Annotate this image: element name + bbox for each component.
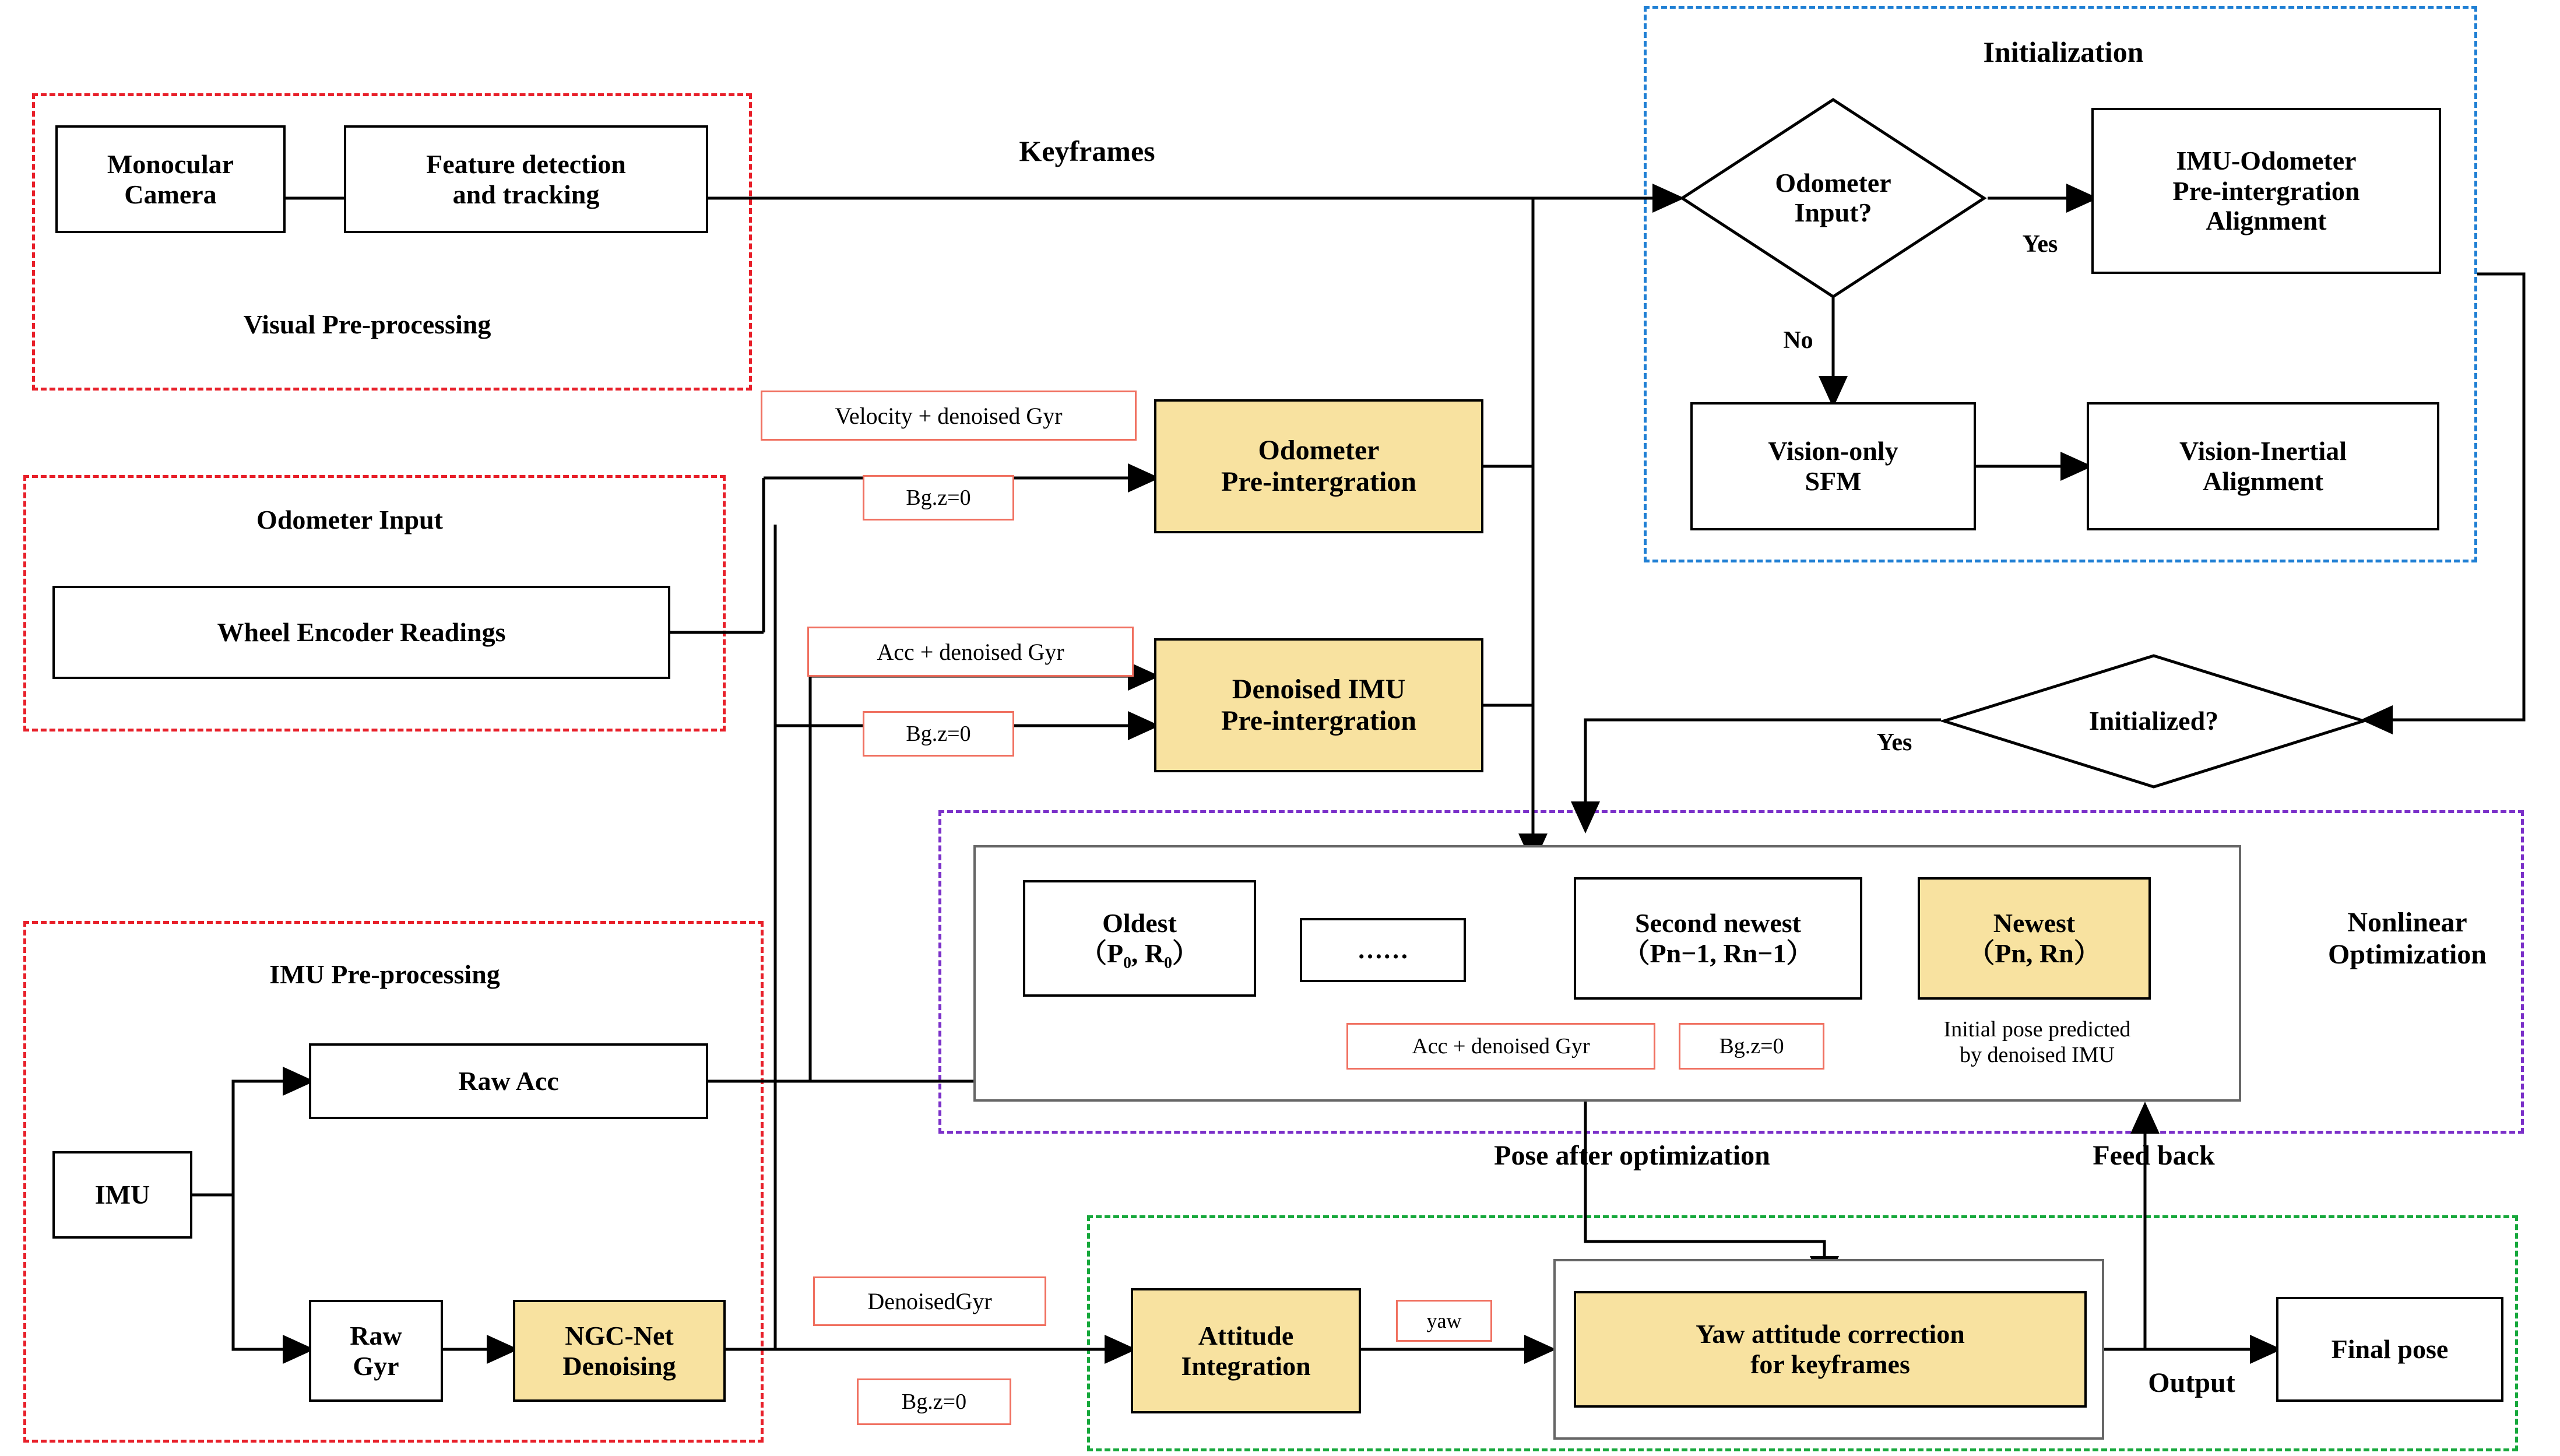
block-wheel-encoder-readings[interactable] <box>52 586 670 679</box>
block-raw-gyr[interactable] <box>309 1300 443 1402</box>
vision-inertial-line2: Alignment <box>2202 466 2323 496</box>
attitude-integration-line2: Integration <box>1181 1351 1311 1381</box>
block-imu-odometer-alignment[interactable] <box>2091 108 2441 274</box>
initialized-q-line1: Initialized? <box>2088 706 2219 736</box>
edge-label-yes-initialized: Yes <box>1876 729 1912 756</box>
vision-inertial-line1: Vision-Inertial <box>2179 436 2347 466</box>
imu-line1: IMU <box>94 1180 150 1210</box>
edge-label-feed-back: Feed back <box>2093 1140 2215 1171</box>
note-initial-pose <box>1874 1017 2200 1068</box>
block-ellipsis <box>1300 918 1466 982</box>
edge-label-pose-after-optimization: Pose after optimization <box>1494 1140 1770 1171</box>
block-oldest-pose[interactable] <box>1023 880 1256 997</box>
newest-line1: Newest <box>1993 908 2076 938</box>
ngc-net-line1: NGC-Net <box>565 1320 674 1351</box>
group-label-imu-preprocessing: IMU Pre-processing <box>269 959 500 989</box>
denoised-imu-line2: Pre-intergration <box>1221 705 1416 736</box>
block-raw-acc[interactable] <box>309 1043 708 1119</box>
edge-label-yes-odometer: Yes <box>2022 231 2058 258</box>
tag-bgz0-d: Bg.z=0 <box>857 1378 1011 1425</box>
oldest-line1: Oldest <box>1102 908 1177 938</box>
tag-acc-denoised-gyr-window: Acc + denoised Gyr <box>1346 1023 1655 1070</box>
odometer-preint-line2: Pre-intergration <box>1221 466 1416 497</box>
second-newest-line1: Second newest <box>1635 908 1801 938</box>
group-label-initialization: Initialization <box>1983 36 2144 68</box>
odometer-preint-line1: Odometer <box>1258 435 1380 466</box>
block-denoised-imu-preintegration[interactable] <box>1154 638 1483 772</box>
wheel-encoder-line1: Wheel Encoder Readings <box>217 617 506 648</box>
imu-odo-align-line2: Pre-intergration <box>2172 175 2360 206</box>
oldest-line2: （P₀, R₀） <box>1080 938 1199 968</box>
block-monocular-camera[interactable] <box>55 125 286 233</box>
block-vision-inertial-alignment[interactable] <box>2087 402 2439 530</box>
block-yaw-attitude-correction[interactable] <box>1574 1291 2087 1408</box>
edge-label-keyframes: Keyframes <box>1019 135 1155 167</box>
tag-yaw: yaw <box>1396 1300 1492 1342</box>
ngc-net-line2: Denoising <box>562 1351 676 1381</box>
group-label-nonlinear-optimization <box>2297 906 2518 970</box>
yaw-correction-line1: Yaw attitude correction <box>1696 1319 1965 1349</box>
block-attitude-integration[interactable] <box>1131 1288 1361 1413</box>
vision-sfm-line1: Vision-only <box>1768 436 1898 466</box>
block-newest-pose[interactable] <box>1918 877 2151 1000</box>
group-label-odometer-input: Odometer Input <box>256 505 443 534</box>
block-vision-only-sfm[interactable] <box>1690 402 1976 530</box>
block-ngc-net-denoising[interactable] <box>513 1300 726 1402</box>
newest-line2: （Pn, Rn） <box>1968 938 2101 968</box>
decision-initialized-label <box>1941 653 2366 790</box>
ellipsis-line1: …… <box>1357 936 1409 965</box>
denoised-imu-line1: Denoised IMU <box>1232 674 1406 705</box>
tag-acc-denoised-gyr: Acc + denoised Gyr <box>807 627 1134 677</box>
initial-pose-line2: by denoised IMU <box>1960 1042 2115 1067</box>
block-second-newest-pose[interactable] <box>1574 877 1862 1000</box>
monocular-camera-line2: Camera <box>124 179 217 209</box>
group-label-nl-line1: Nonlinear <box>2347 907 2467 938</box>
tag-bgz0-b: Bg.z=0 <box>863 711 1014 757</box>
decision-odometer-input-label <box>1679 96 1988 300</box>
imu-odo-align-line3: Alignment <box>2206 206 2327 236</box>
yaw-correction-line2: for keyframes <box>1750 1349 1910 1379</box>
block-feature-detection[interactable] <box>344 125 708 233</box>
second-newest-line2: （Pn−1, Rn−1） <box>1623 938 1813 968</box>
attitude-integration-line1: Attitude <box>1198 1320 1294 1351</box>
edge-label-output: Output <box>2148 1367 2235 1398</box>
tag-velocity-denoised-gyr: Velocity + denoised Gyr <box>761 391 1137 441</box>
raw-acc-line1: Raw Acc <box>458 1066 559 1096</box>
block-final-pose[interactable] <box>2276 1297 2503 1402</box>
edge-label-no-odometer: No <box>1783 327 1813 354</box>
block-imu[interactable] <box>52 1151 192 1239</box>
odometer-q-line1: Odometer <box>1775 168 1891 198</box>
tag-denoised-gyr: DenoisedGyr <box>813 1276 1046 1326</box>
raw-gyr-line2: Gyr <box>353 1351 399 1381</box>
monocular-camera-line1: Monocular <box>107 149 234 179</box>
feature-detection-line1: Feature detection <box>426 149 626 179</box>
tag-bgz0-c: Bg.z=0 <box>1679 1023 1824 1070</box>
odometer-q-line2: Input? <box>1794 198 1872 227</box>
group-label-visual-preprocessing: Visual Pre-processing <box>243 310 491 339</box>
raw-gyr-line1: Raw <box>350 1320 402 1351</box>
feature-detection-line2: and tracking <box>452 179 600 209</box>
group-label-nl-line2: Optimization <box>2328 939 2487 970</box>
tag-bgz0-a: Bg.z=0 <box>863 475 1014 520</box>
imu-odo-align-line1: IMU-Odometer <box>2176 146 2357 176</box>
vision-sfm-line2: SFM <box>1805 466 1862 496</box>
initial-pose-line1: Initial pose predicted <box>1943 1017 2131 1042</box>
block-odometer-preintegration[interactable] <box>1154 399 1483 533</box>
final-pose-line1: Final pose <box>2331 1334 2449 1364</box>
